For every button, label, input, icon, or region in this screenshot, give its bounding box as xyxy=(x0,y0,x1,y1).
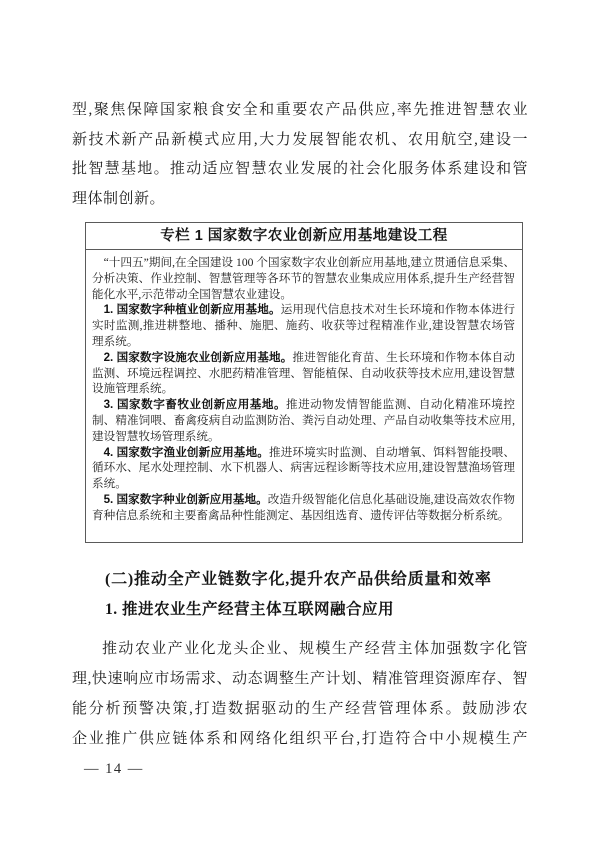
column-box xyxy=(85,222,523,543)
column-box-title: 专栏 1 国家数字农业创新应用基地建设工程 xyxy=(86,223,522,250)
text-line: 推动农业产业化龙头企业、规模生产经营主体加强数字化管 xyxy=(102,641,528,657)
text-line: 理,快速响应市场需求、动态调整生产计划、精准管理资源库存、智 xyxy=(72,671,528,687)
box-item-3-text: 推进动物发情智能监测、自动化精准环境控制、精准饲喂、畜禽疫病自动监测防治、粪污自动处理、产品自动收集等技术应用,建设智慧牧场管理系统。 xyxy=(92,398,515,443)
text-line: 批智慧基地。推动适应智慧农业发展的社会化服务体系建设和管 xyxy=(72,161,528,177)
section-heading: (二)推动全产业链数字化,提升农产品供给质量和效率 xyxy=(105,571,492,588)
box-item-4 xyxy=(92,445,515,492)
text-line: 理体制创新。 xyxy=(72,190,166,207)
body-paragraph xyxy=(72,634,528,754)
box-item-5-text: 改造升级智能化信息化基础设施,建设高效农作物育种信息系统和主要畜禽品种性能测定、基因组选育、遗传评估等数据分析系统。 xyxy=(92,492,515,522)
intro-paragraph xyxy=(72,96,528,214)
box-item-4-lead: 4. 国家数字渔业创新应用基地。 xyxy=(103,445,269,459)
column-box-body xyxy=(86,250,522,524)
box-item-3 xyxy=(92,397,515,444)
box-item-5 xyxy=(92,492,515,524)
page-number: — 14 — xyxy=(84,761,144,777)
box-item-2 xyxy=(92,350,515,397)
box-intro: “十四五”期间,在全国建设 100 个国家数字农业创新应用基地,建立贯通信息采集、分析决策、作业控制、智慧管理等各环节的智慧农业集成应用体系,提升生产经营智能化水平,示范带动全国智慧农业建设。 xyxy=(92,256,515,301)
box-item-5-lead: 5. 国家数字种业创新应用基地。 xyxy=(103,492,268,506)
box-item-3-lead: 3. 国家数字畜牧业创新应用基地。 xyxy=(103,398,287,412)
box-item-2-text: 推进智能化育苗、生长环境和作物本体自动监测、环境远程调控、水肥药精准管理、智能植保、自动收获等技术应用,建设智慧设施管理系统。 xyxy=(92,350,515,396)
box-item-1-text: 运用现代信息技术对生长环境和作物本体进行实时监测,推进耕整地、播种、施肥、施药、收获等过程精准作业,建设智慧农场管理系统。 xyxy=(92,303,515,348)
text-line: 能分析预警决策,打造数据驱动的生产经营管理体系。鼓励涉农 xyxy=(72,701,528,717)
box-item-2-lead: 2. 国家数字设施农业创新应用基地。 xyxy=(103,350,293,364)
box-item-4-text: 推进环境实时监测、自动增氧、饵料智能投喂、循环水、尾水处理控制、水下机器人、病害远程诊断等技术应用,建设智慧渔场管理系统。 xyxy=(92,445,515,491)
sub-section-heading: 1. 推进农业生产经营主体互联网融合应用 xyxy=(105,601,395,618)
box-item-1 xyxy=(92,302,515,349)
text-line: 企业推广供应链体系和网络化组织平台,打造符合中小规模生产 xyxy=(72,731,528,747)
text-line: 新技术新产品新模式应用,大力发展智能农机、农用航空,建设一 xyxy=(72,131,528,148)
box-item-1-lead: 1. 国家数字种植业创新应用基地。 xyxy=(103,303,281,317)
text-line: 型,聚焦保障国家粮食安全和重要农产品供应,率先推进智慧农业 xyxy=(72,102,528,118)
